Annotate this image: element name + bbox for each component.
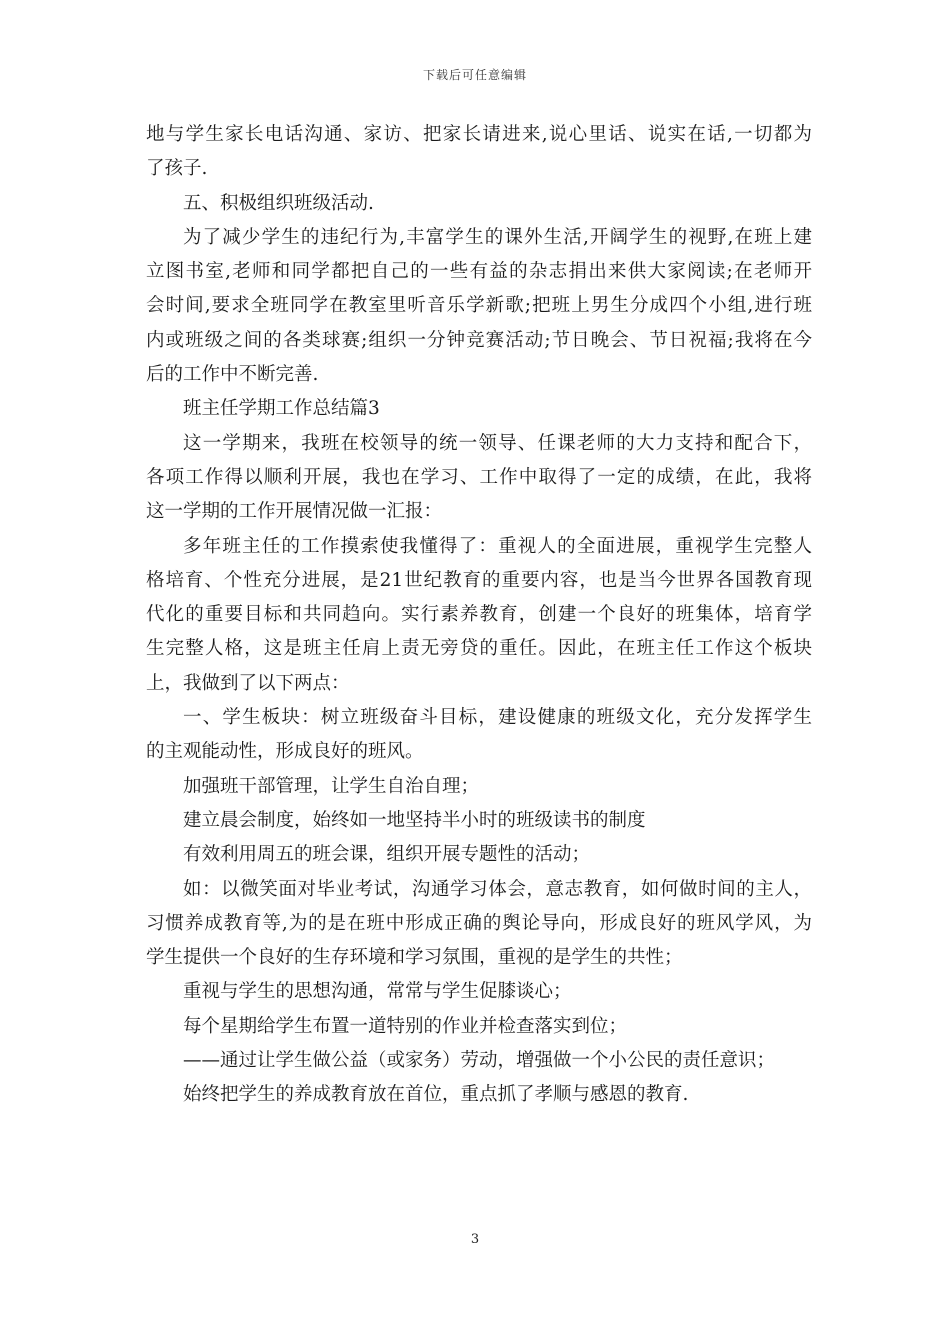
text-line: 每个星期给学生布置一道特别的作业并检查落实到位； xyxy=(183,1015,628,1037)
text-line: 内或班级之间的各类球赛;组织一分钟竞赛活动;节日晚会、节日祝福;我将在今 xyxy=(146,329,812,351)
text-line: 格培育、个性充分进展，是21世纪教育的重要内容，也是当今世界各国教育现 xyxy=(146,569,812,591)
section-heading: 五、积极组织班级活动. xyxy=(183,192,374,214)
text-line: 地与学生家长电话沟通、家访、把家长请进来,说心里话、说实在话,一切都为 xyxy=(146,124,812,145)
section-title: 班主任学期工作总结篇3 xyxy=(183,398,380,420)
text-line: 始终把学生的养成教育放在首位，重点抓了孝顺与感恩的教育. xyxy=(183,1084,689,1106)
text-line: 后的工作中不断完善. xyxy=(146,364,319,386)
text-line: 如：以微笑面对毕业考试，沟通学习体会，意志教育，如何做时间的主人， xyxy=(183,878,812,900)
text-line: 这一学期的工作开展情况做一汇报： xyxy=(146,501,443,523)
text-line: 会时间,要求全班同学在教室里听音乐学新歌;把班上男生分成四个小组,进行班 xyxy=(146,295,812,317)
text-line: 了孩子. xyxy=(146,158,208,180)
page-number: 3 xyxy=(470,1232,480,1247)
text-line: 生完整人格，这是班主任肩上责无旁贷的重任。因此，在班主任工作这个板块 xyxy=(146,638,812,660)
text-line: 代化的重要目标和共同趋向。实行素养教育，创建一个良好的班集体，培育学 xyxy=(146,604,812,626)
page-header: 下载后可任意编辑 xyxy=(422,68,527,82)
text-line: 立图书室,老师和同学都把自己的一些有益的杂志捐出来供大家阅读;在老师开 xyxy=(146,261,812,283)
document-body xyxy=(146,118,812,1113)
text-line: 这一学期来，我班在校领导的统一领导、任课老师的大力支持和配合下， xyxy=(183,432,812,454)
text-line: 上，我做到了以下两点： xyxy=(146,672,350,694)
text-line: 学生提供一个良好的生存环境和学习氛围，重视的是学生的共性； xyxy=(146,947,683,969)
text-line: 多年班主任的工作摸索使我懂得了：重视人的全面进展，重视学生完整人 xyxy=(183,535,812,557)
text-line: 重视与学生的思想沟通，常常与学生促膝谈心； xyxy=(183,981,572,1003)
text-line: 为了减少学生的违纪行为,丰富学生的课外生活,开阔学生的视野,在班上建 xyxy=(183,226,812,248)
text-line: 有效利用周五的班会课，组织开展专题性的活动； xyxy=(183,844,591,866)
text-line: 各项工作得以顺利开展，我也在学习、工作中取得了一定的成绩，在此，我将 xyxy=(146,466,812,488)
text-line: 的主观能动性，形成良好的班风。 xyxy=(146,741,424,763)
text-line: 一、学生板块：树立班级奋斗目标，建设健康的班级文化，充分发挥学生 xyxy=(183,707,812,729)
text-line: 建立晨会制度，始终如一地坚持半小时的班级读书的制度 xyxy=(183,809,646,831)
text-line: 加强班干部管理，让学生自治自理； xyxy=(183,775,480,797)
text-line: ——通过让学生做公益（或家务）劳动，增强做一个小公民的责任意识； xyxy=(183,1050,776,1072)
text-line: 习惯养成教育等,为的是在班中形成正确的舆论导向，形成良好的班风学风，为 xyxy=(146,912,812,934)
